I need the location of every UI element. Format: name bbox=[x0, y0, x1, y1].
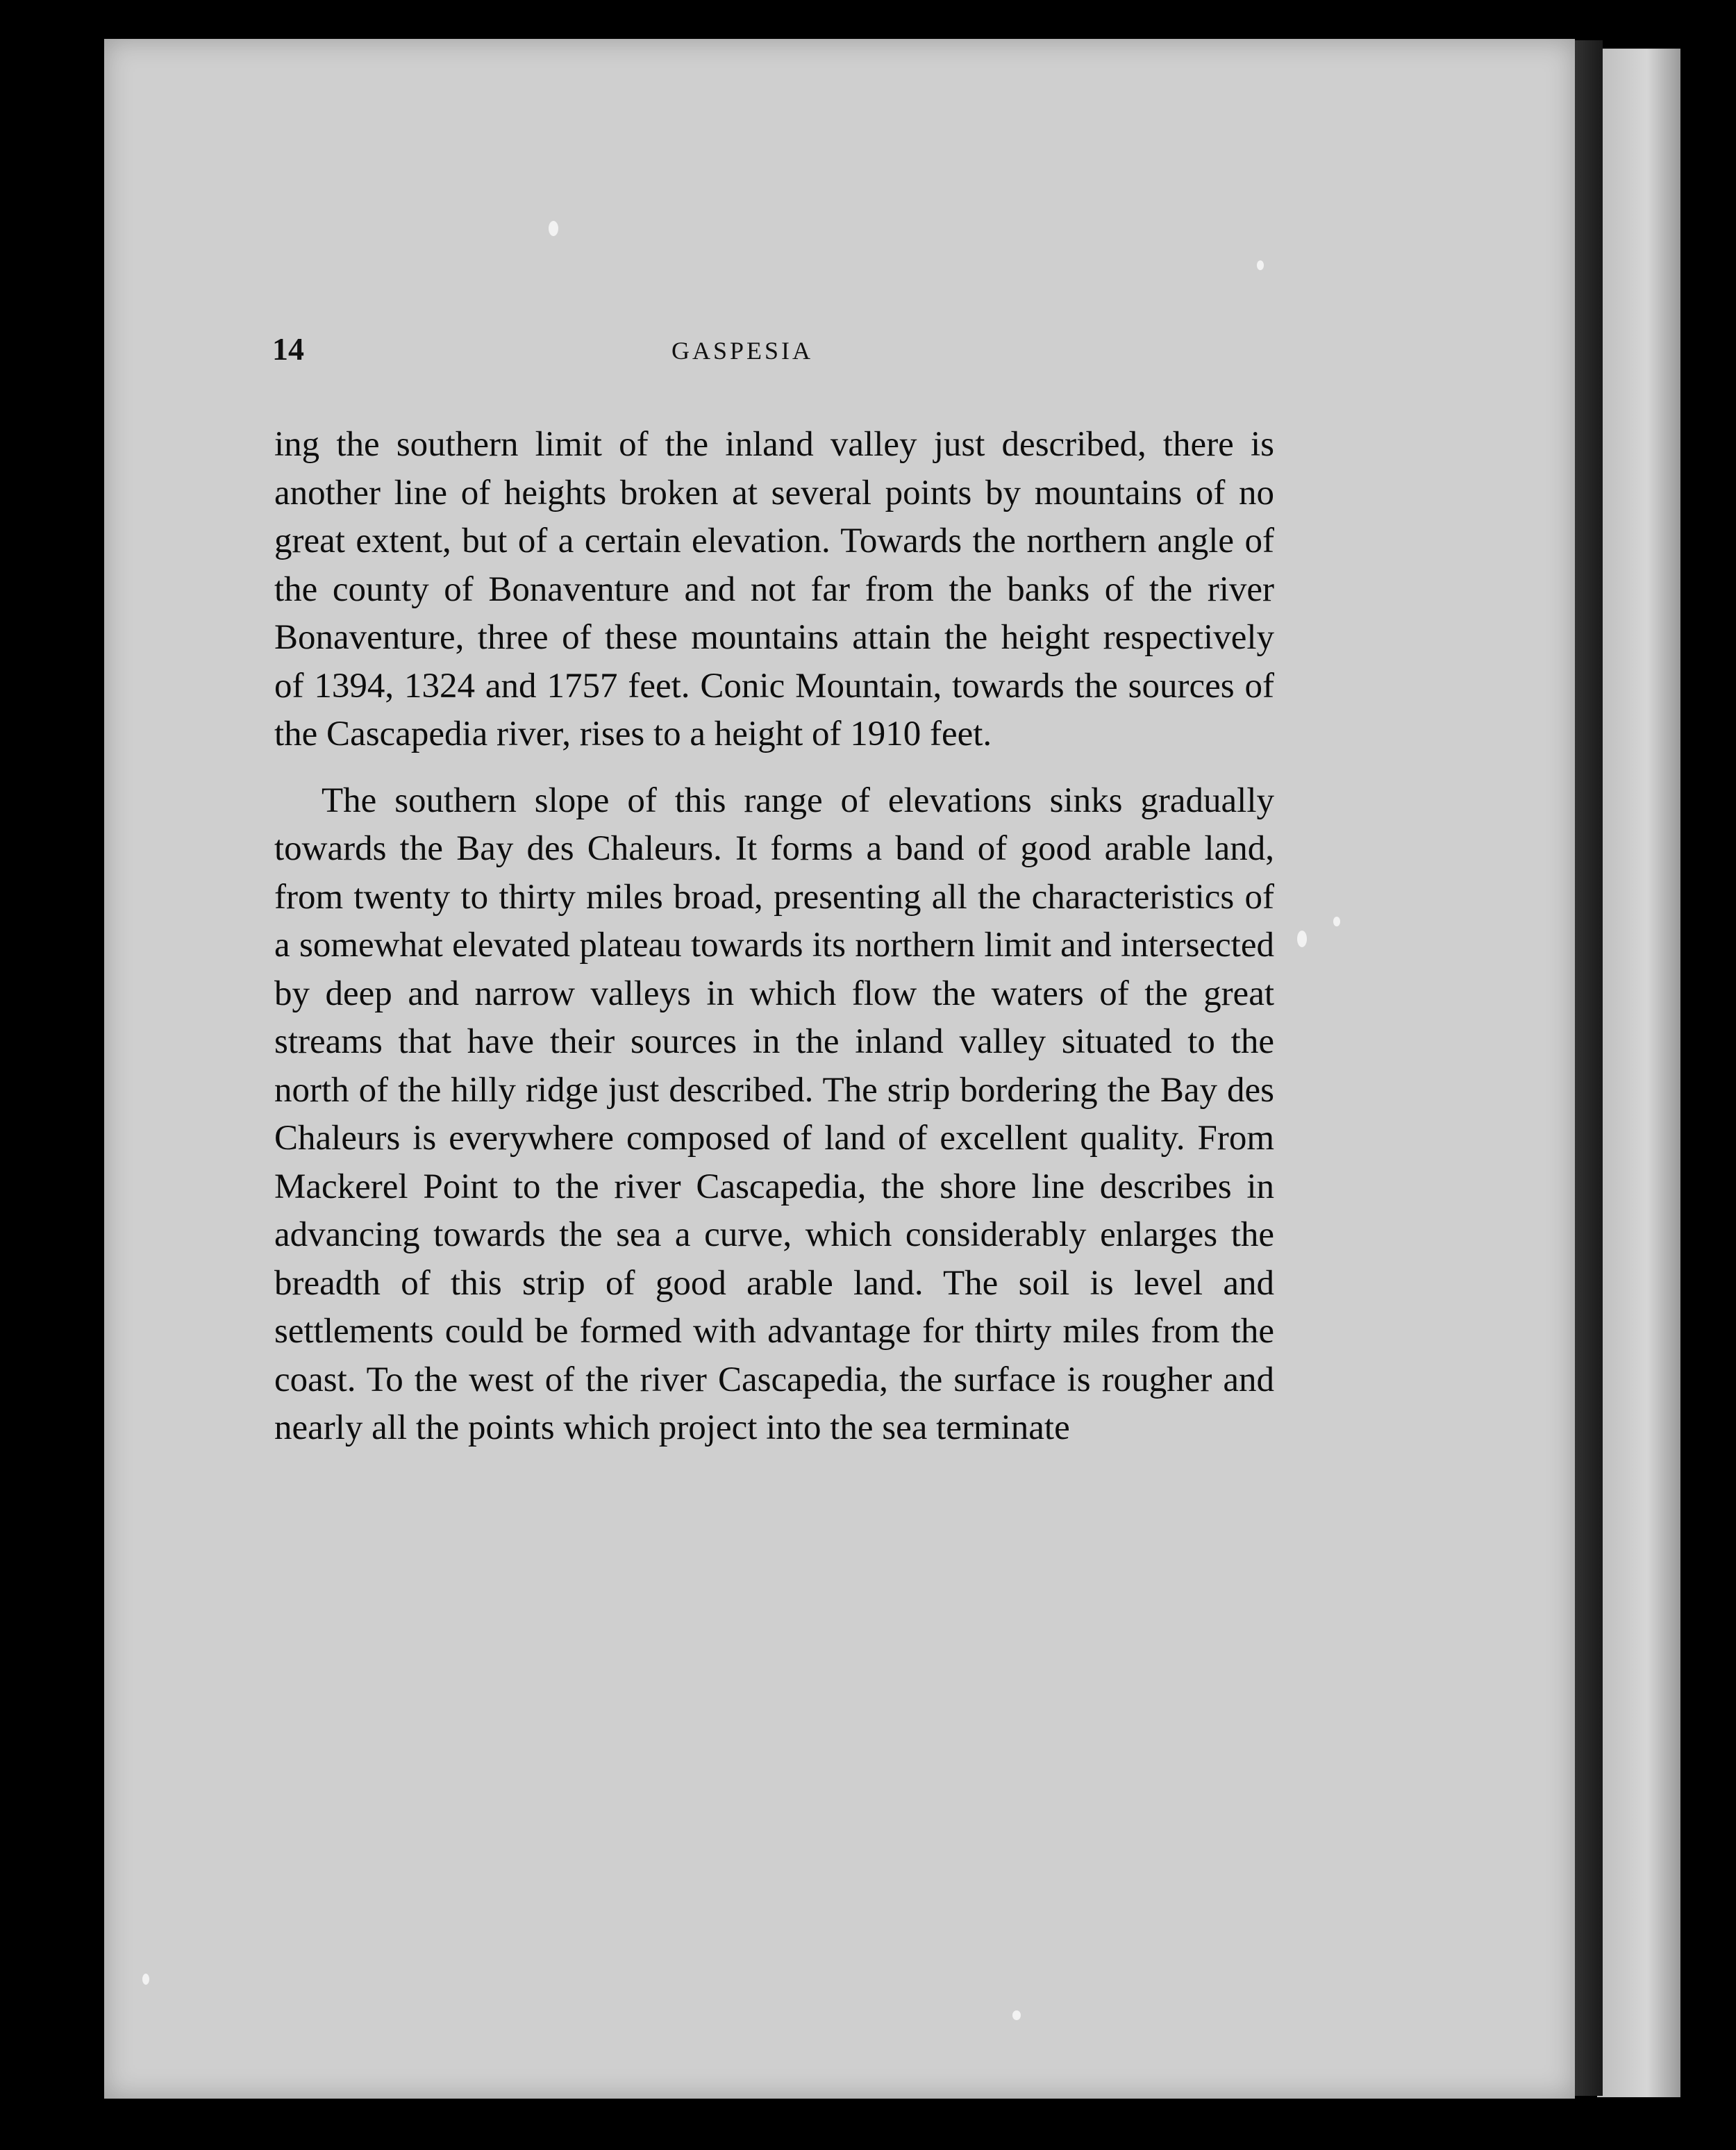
book-fore-edge bbox=[1597, 49, 1680, 2097]
body-text bbox=[274, 421, 1274, 1453]
paragraph: The southern slope of this range of elevations sinks gradually towards the Bay des Chaleurs. It forms a band of good arable land, from twenty to thirty miles broad, presenting all the characteristics of a somewhat elevated plateau towards its northern limit and intersected by deep and narrow valleys in which flow the waters of the great streams that have their sources in the inland valley situated to the north of the hilly ridge just described. The strip bordering the Bay des Chaleurs is everywhere composed of land of excellent quality. From Mackerel Point to the river Cascapedia, the shore line describes in advancing towards the sea a curve, which considerably enlarges the breadth of this strip of good arable land. The soil is level and settlements could be formed with advantage for thirty miles from the coast. To the west of the river Cascapedia, the surface is rougher and nearly all the points which project into the sea terminate bbox=[274, 781, 1274, 1447]
running-head bbox=[272, 331, 1272, 372]
dust-speck bbox=[1297, 931, 1307, 947]
dust-speck bbox=[142, 1974, 149, 1985]
page-number: 14 bbox=[272, 331, 304, 367]
dust-speck bbox=[1333, 917, 1340, 926]
dust-speck bbox=[1012, 2010, 1021, 2020]
running-title: GASPESIA bbox=[671, 337, 814, 365]
paragraph: ing the southern limit of the inland valley just described, there is another line of heights broken at several points by mountains of no great extent, but of a certain elevation. Towards the northern angle of the county of Bonaventure and not far from the banks of the river Bonaventure, three of these mountains attain the height respectively of 1394, 1324 and 1757 feet. Conic Mountain, towards the sources of the Cascapedia river, rises to a height of 1910 feet. bbox=[274, 425, 1274, 753]
dust-speck bbox=[1257, 260, 1264, 270]
dust-speck bbox=[549, 221, 558, 236]
